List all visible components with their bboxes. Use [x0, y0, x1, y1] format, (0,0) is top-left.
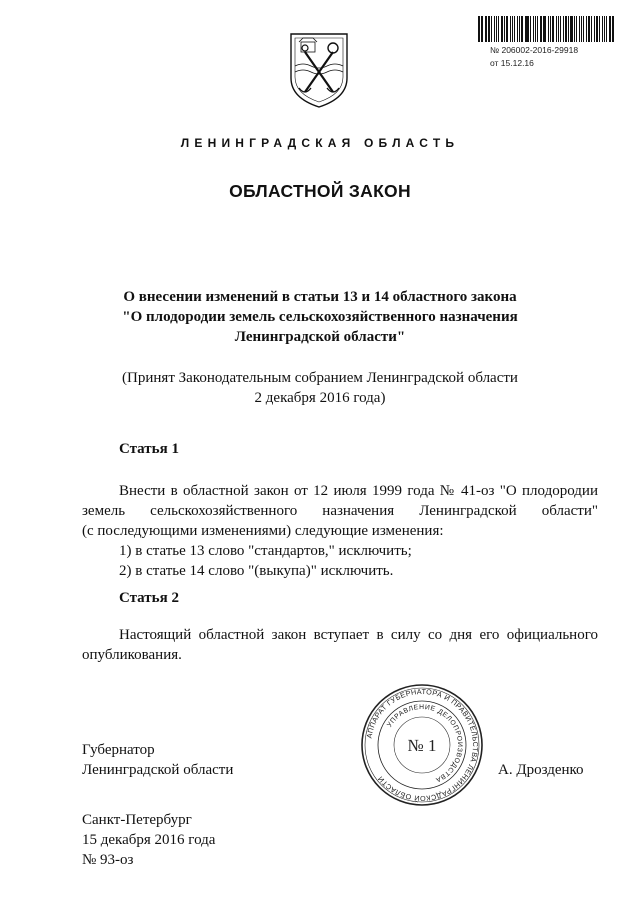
barcode-bar	[535, 16, 536, 42]
adoption-note-line: 2 декабря 2016 года)	[254, 390, 386, 406]
article-1-line: (с последующими изменениями) следующие изменения:	[82, 523, 444, 539]
barcode-bar	[588, 16, 590, 42]
article-2-line: Настоящий областной закон вступает в силу со дня его официального	[119, 627, 598, 643]
barcode-bar	[568, 16, 569, 42]
barcode-bar	[494, 16, 495, 42]
law-title-line: О внесении изменений в статьи 13 и 14 областного закона	[123, 289, 517, 305]
signatory-position-line: Губернатор	[82, 742, 155, 758]
region-name: ЛЕНИНГРАДСКАЯ ОБЛАСТЬ	[180, 136, 460, 150]
barcode-bar	[510, 16, 511, 42]
law-title	[0, 287, 640, 347]
article-2-text	[82, 625, 598, 665]
signatory-position	[82, 740, 233, 780]
barcode-bar	[602, 16, 604, 42]
registration-date: от 15.12.16	[490, 58, 534, 68]
signatory-name: А. Дрозденко	[498, 762, 584, 778]
barcode-bar	[482, 16, 483, 42]
footer-block	[82, 810, 215, 870]
barcode-bar	[521, 16, 523, 42]
article-1-line: земель сельскохозяйственного назначения Ленинградской области"	[82, 503, 598, 519]
barcode-bar	[519, 16, 520, 42]
barcode-bar	[560, 16, 561, 42]
barcode-bar	[552, 16, 554, 42]
barcode-bar	[485, 16, 487, 42]
barcode-bar	[606, 16, 607, 42]
barcode-bar	[530, 16, 532, 42]
official-seal-icon	[360, 683, 484, 807]
barcode-bar	[563, 16, 564, 42]
barcode-bar	[565, 16, 567, 42]
barcode-bar	[544, 16, 546, 42]
signing-city: Санкт-Петербург	[82, 812, 192, 828]
svg-text:УПРАВЛЕНИЕ ДЕЛОПРОИЗВОДСТВА: УПРАВЛЕНИЕ ДЕЛОПРОИЗВОДСТВА	[386, 703, 464, 784]
law-number: № 93-оз	[82, 852, 134, 868]
barcode-bar	[550, 16, 551, 42]
barcode-bar	[514, 16, 516, 42]
article-1-item: 1) в статье 13 слово "стандартов," исключить;	[119, 543, 412, 559]
barcode-bar	[526, 16, 528, 42]
adoption-note	[0, 368, 640, 408]
barcode-bar	[612, 16, 613, 42]
barcode-bar	[558, 16, 560, 42]
barcode-bar	[596, 16, 598, 42]
barcode-bar	[613, 16, 614, 42]
barcode-bar	[537, 16, 538, 42]
barcode-bar	[540, 16, 542, 42]
svg-text:АППАРАТ ГУБЕРНАТОРА И ПРАВИТЕЛ: АППАРАТ ГУБЕРНАТОРА И ПРАВИТЕЛЬСТВА ЛЕНИНГРАДСКОЙ ОБЛАСТИ	[364, 686, 481, 804]
article-1-item: 2) в статье 14 слово "(выкупа)" исключить.	[119, 563, 394, 579]
barcode-bar	[556, 16, 557, 42]
signing-date: 15 декабря 2016 года	[82, 832, 216, 848]
barcode-bar	[491, 16, 492, 42]
barcode-bar	[478, 16, 480, 42]
barcode-bar	[591, 16, 592, 42]
adoption-note-line: (Принят Законодательным собранием Ленинградской области	[122, 370, 518, 386]
signatory-position-line: Ленинградской области	[82, 762, 234, 778]
barcode-bar	[586, 16, 588, 42]
barcode-bar	[504, 16, 505, 42]
barcode-bar	[581, 16, 582, 42]
barcode-bar	[543, 16, 544, 42]
article-1-text	[82, 481, 598, 581]
barcode-bar	[548, 16, 549, 42]
barcode-bar	[496, 16, 497, 42]
stamp-number: № 1	[407, 736, 437, 755]
registration-number: № 206002-2016-29918	[490, 45, 579, 55]
article-2-line: опубликования.	[82, 647, 182, 663]
article-1-heading: Статья 1	[119, 441, 179, 457]
barcode-bar	[570, 16, 572, 42]
barcode-bar	[533, 16, 534, 42]
barcode-bar	[506, 16, 508, 42]
article-1-line: Внести в областной закон от 12 июля 1999 года № 41-оз "О плодородии	[119, 483, 598, 499]
barcode-bar	[574, 16, 575, 42]
barcode	[478, 16, 616, 42]
barcode-bar	[609, 16, 611, 42]
barcode-bar	[579, 16, 581, 42]
barcode-bar	[594, 16, 595, 42]
barcode-bar	[583, 16, 584, 42]
document-type: ОБЛАСТНОЙ ЗАКОН	[229, 181, 411, 201]
barcode-bar	[517, 16, 518, 42]
barcode-bar	[488, 16, 490, 42]
barcode-bar	[525, 16, 526, 42]
law-title-line: "О плодородии земель сельскохозяйственного назначения	[122, 309, 518, 325]
barcode-bar	[604, 16, 605, 42]
coat-of-arms-icon	[287, 30, 351, 110]
article-2-heading: Статья 2	[119, 590, 179, 606]
barcode-bar	[498, 16, 500, 42]
law-title-line: Ленинградской области"	[234, 329, 406, 345]
barcode-bar	[501, 16, 503, 42]
barcode-bar	[512, 16, 513, 42]
barcode-bar	[599, 16, 600, 42]
barcode-bar	[576, 16, 577, 42]
barcode-bar	[481, 16, 482, 42]
